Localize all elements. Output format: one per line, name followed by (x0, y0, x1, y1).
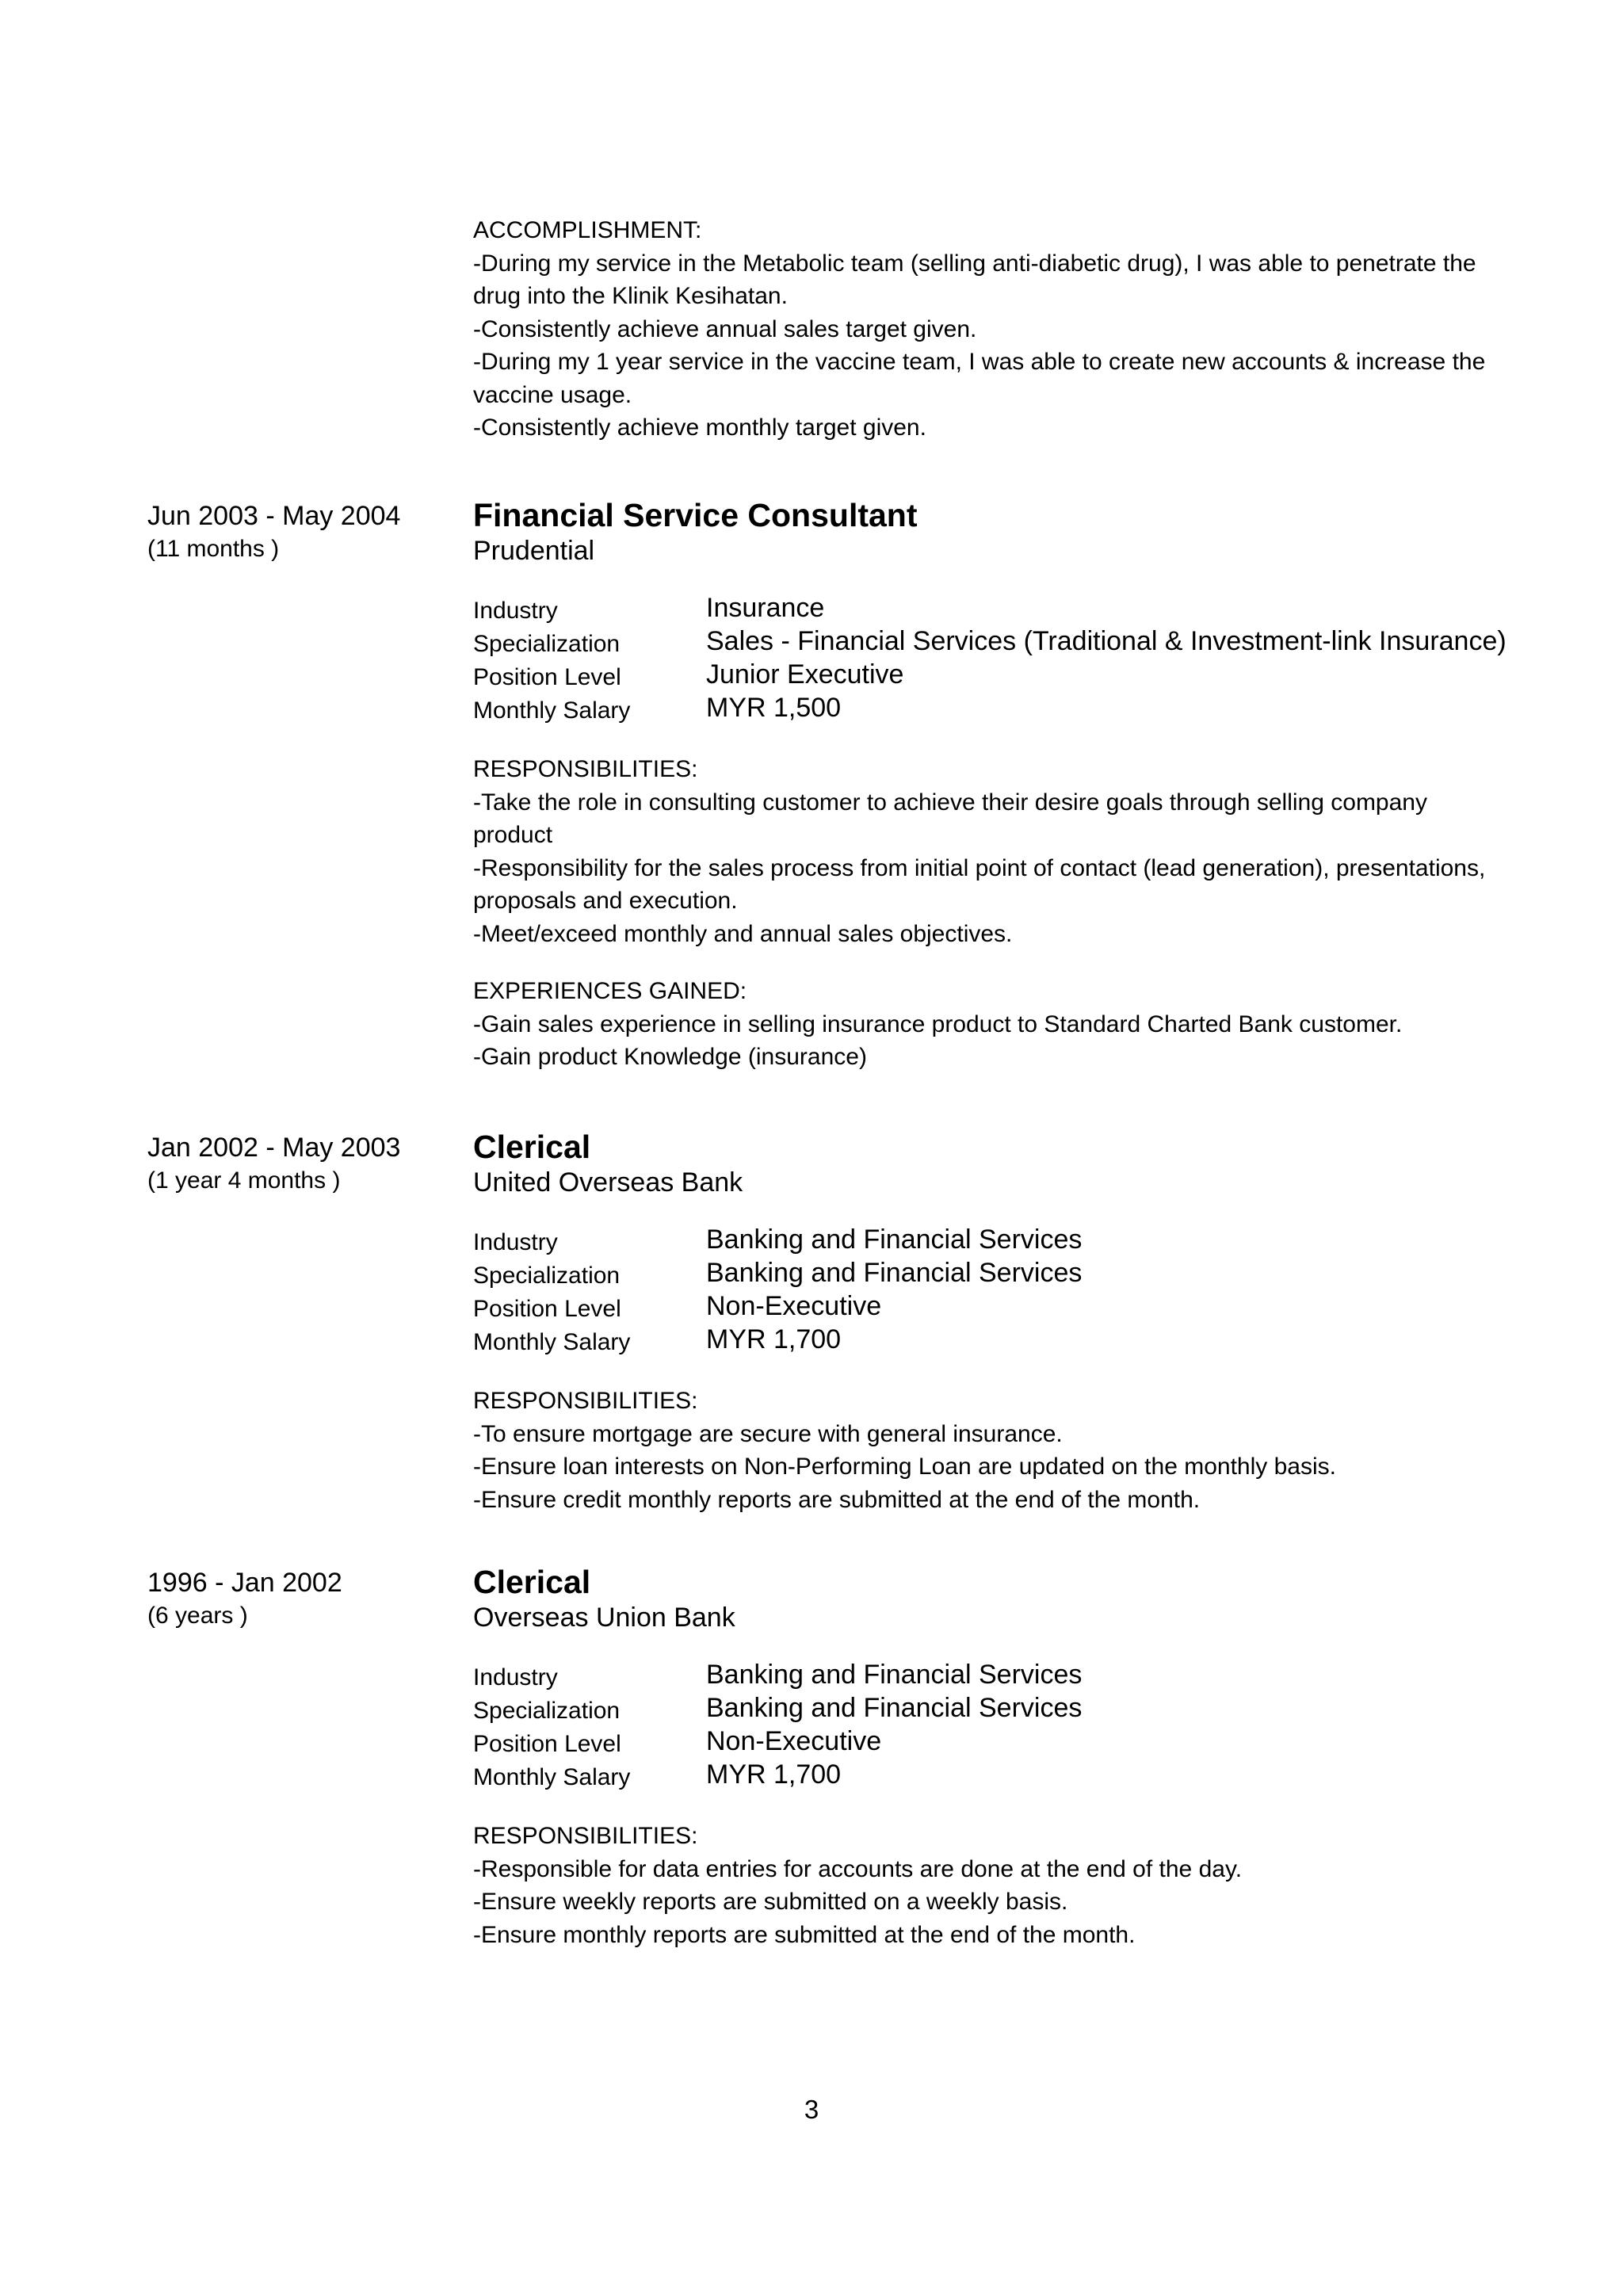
field-label: Industry (473, 598, 558, 624)
experience-line: -Gain sales experience in selling insurance product to Standard Charted Bank customer. (473, 1010, 1403, 1037)
field-value: Junior Executive (706, 659, 904, 690)
accomplishment-section (473, 214, 1535, 445)
field-value: Banking and Financial Services (706, 1660, 1083, 1690)
accomplishment-heading: ACCOMPLISHMENT: (473, 217, 702, 243)
field-industry (473, 1659, 1583, 1692)
company-name: Overseas Union Bank (473, 1603, 735, 1633)
company-name: Prudential (473, 536, 595, 566)
field-value: MYR 1,500 (706, 693, 842, 723)
field-label: Monthly Salary (473, 1329, 631, 1355)
job-duration: (1 year 4 months ) (147, 1167, 341, 1194)
field-label: Specialization (473, 1263, 621, 1289)
page-number: 3 (804, 2095, 819, 2124)
field-value: Insurance (706, 593, 825, 623)
responsibilities-block (473, 1820, 1242, 1951)
responsibility-line: -Responsible for data entries for accounts are done at the end of the day. (473, 1855, 1243, 1882)
field-monthly-salary (473, 1324, 1583, 1357)
field-position-level (473, 659, 1583, 692)
responsibility-line: proposals and execution. (473, 888, 738, 914)
job-date-range: Jun 2003 - May 2004 (147, 501, 401, 531)
field-label: Monthly Salary (473, 1764, 631, 1790)
field-label: Industry (473, 1664, 558, 1690)
job-duration: (6 years ) (147, 1603, 248, 1629)
field-industry (473, 1224, 1583, 1257)
responsibility-line: -Ensure weekly reports are submitted on a weekly basis. (473, 1889, 1068, 1915)
field-position-level (473, 1725, 1583, 1759)
field-specialization (473, 625, 1583, 659)
responsibility-line: -Ensure monthly reports are submitted at the end of the month. (473, 1921, 1136, 1948)
field-specialization (473, 1692, 1583, 1725)
job-title: Clerical (473, 1129, 591, 1165)
field-value: MYR 1,700 (706, 1759, 842, 1790)
responsibility-line: -Responsibility for the sales process from initial point of contact (lead generation), presentations, (473, 854, 1486, 881)
accomplishment-line: -Consistently achieve annual sales target given. (473, 315, 977, 342)
job-date-range: Jan 2002 - May 2003 (147, 1133, 401, 1163)
field-label: Position Level (473, 664, 621, 690)
responsibility-line: -Ensure loan interests on Non-Performing Loan are updated on the monthly basis. (473, 1454, 1336, 1480)
company-name: United Overseas Bank (473, 1167, 743, 1198)
accomplishment-line: -During my 1 year service in the vaccine team, I was able to create new accounts & increase the (473, 349, 1486, 375)
accomplishment-line: vaccine usage. (473, 381, 632, 408)
experiences-heading: EXPERIENCES GAINED: (473, 978, 747, 1004)
responsibilities-block (473, 753, 1485, 950)
responsibilities-block (473, 1385, 1336, 1516)
field-label: Specialization (473, 631, 621, 657)
responsibility-line: -Ensure credit monthly reports are submitted at the end of the month. (473, 1486, 1201, 1513)
responsibilities-heading: RESPONSIBILITIES: (473, 756, 698, 782)
experiences-block (473, 975, 1402, 1074)
job-duration: (11 months ) (147, 536, 280, 562)
field-label: Monthly Salary (473, 697, 631, 724)
field-label: Specialization (473, 1698, 621, 1724)
responsibility-line: -Take the role in consulting customer to achieve their desire goals through selling company (473, 789, 1427, 816)
accomplishment-line: -During my service in the Metabolic team (selling anti-diabetic drug), I was able to penetrate the (473, 250, 1476, 277)
field-value: Banking and Financial Services (706, 1224, 1083, 1255)
field-specialization (473, 1257, 1583, 1290)
experience-line: -Gain product Knowledge (insurance) (473, 1044, 867, 1070)
responsibilities-heading: RESPONSIBILITIES: (473, 1823, 698, 1849)
field-value: Sales - Financial Services (Traditional & Investment-link Insurance) (706, 626, 1507, 656)
field-value: Banking and Financial Services (706, 1693, 1083, 1723)
responsibility-line: product (473, 822, 553, 848)
field-monthly-salary (473, 692, 1583, 725)
field-value: MYR 1,700 (706, 1324, 842, 1354)
field-label: Industry (473, 1229, 558, 1255)
job-title: Clerical (473, 1564, 591, 1600)
field-monthly-salary (473, 1759, 1583, 1792)
field-position-level (473, 1290, 1583, 1324)
responsibility-line: -To ensure mortgage are secure with general insurance. (473, 1420, 1063, 1447)
field-industry (473, 592, 1583, 625)
accomplishment-line: drug into the Klinik Kesihatan. (473, 283, 788, 309)
field-value: Non-Executive (706, 1726, 882, 1756)
job-title: Financial Service Consultant (473, 497, 918, 533)
responsibilities-heading: RESPONSIBILITIES: (473, 1388, 698, 1414)
responsibility-line: -Meet/exceed monthly and annual sales objectives. (473, 920, 1013, 947)
accomplishment-line: -Consistently achieve monthly target given. (473, 415, 926, 441)
job-date-range: 1996 - Jan 2002 (147, 1568, 342, 1598)
field-value: Banking and Financial Services (706, 1258, 1083, 1288)
field-label: Position Level (473, 1731, 621, 1757)
field-label: Position Level (473, 1296, 621, 1322)
field-value: Non-Executive (706, 1291, 882, 1321)
